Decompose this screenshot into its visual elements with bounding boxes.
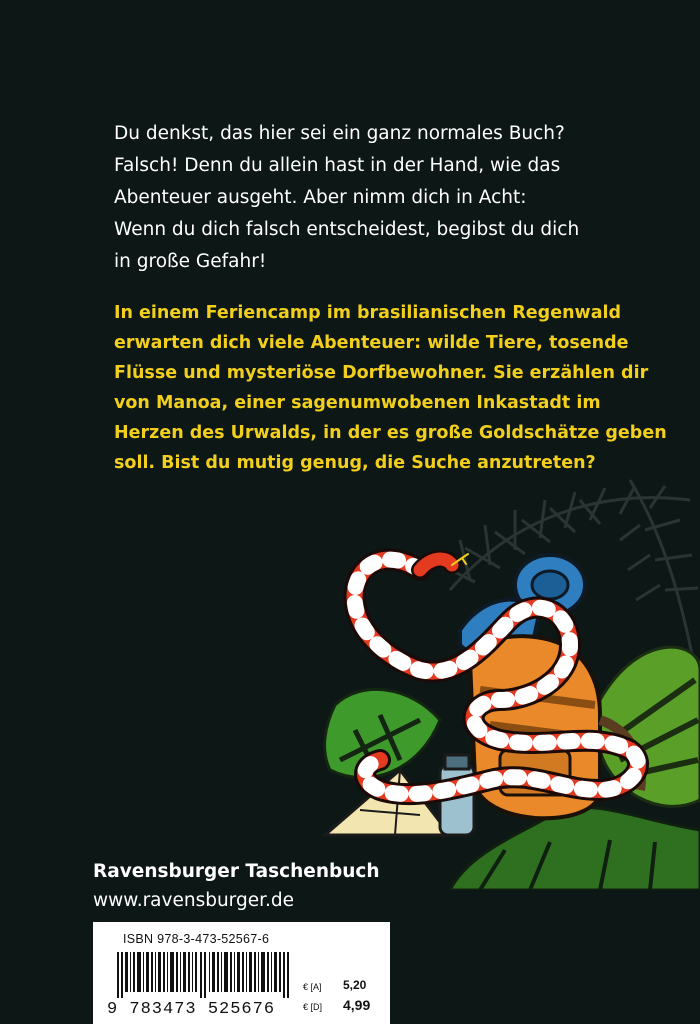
barcode-icon [117, 952, 289, 998]
price-de: 4,99 [343, 997, 371, 1013]
intro-line: Wenn du dich falsch entscheidest, begibst du dich [114, 219, 580, 240]
intro-line: Du denkst, das hier sei ein ganz normales Buch? [114, 123, 565, 144]
blurb-line: erwarten dich viele Abenteuer: wilde Tiere, tosende [114, 333, 629, 353]
price-at: 5,20 [343, 978, 367, 992]
intro-line: in große Gefahr! [114, 251, 267, 272]
publisher-name: Ravensburger Taschenbuch [93, 861, 380, 882]
intro-line: Falsch! Denn du allein hast in der Hand, wie das [114, 155, 561, 176]
blurb-line: In einem Feriencamp im brasilianischen Regenwald [114, 303, 622, 323]
barcode-number: 9 783473 525676 [107, 1000, 276, 1019]
intro-text [114, 118, 584, 278]
isbn-text: ISBN 978-3-473-52567-6 [123, 932, 270, 946]
blurb-line: von Manoa, einer sagenumwobenen Inkastadt im [114, 393, 601, 413]
price-at-label: € [A] [303, 982, 322, 992]
blurb-line: soll. Bist du mutig genug, die Suche anzutreten? [114, 453, 596, 473]
jungle-illustration [300, 470, 700, 890]
intro-line: Abenteuer ausgeht. Aber nimm dich in Acht: [114, 187, 527, 208]
blurb-line: Flüsse und mysteriöse Dorfbewohner. Sie erzählen dir [114, 363, 649, 383]
blurb-text [114, 298, 667, 478]
publisher-website: www.ravensburger.de [93, 890, 294, 911]
barcode-panel [93, 922, 390, 1024]
price-de-label: € [D] [303, 1002, 323, 1012]
blurb-line: Herzen des Urwalds, in der es große Goldschätze geben [114, 423, 667, 443]
